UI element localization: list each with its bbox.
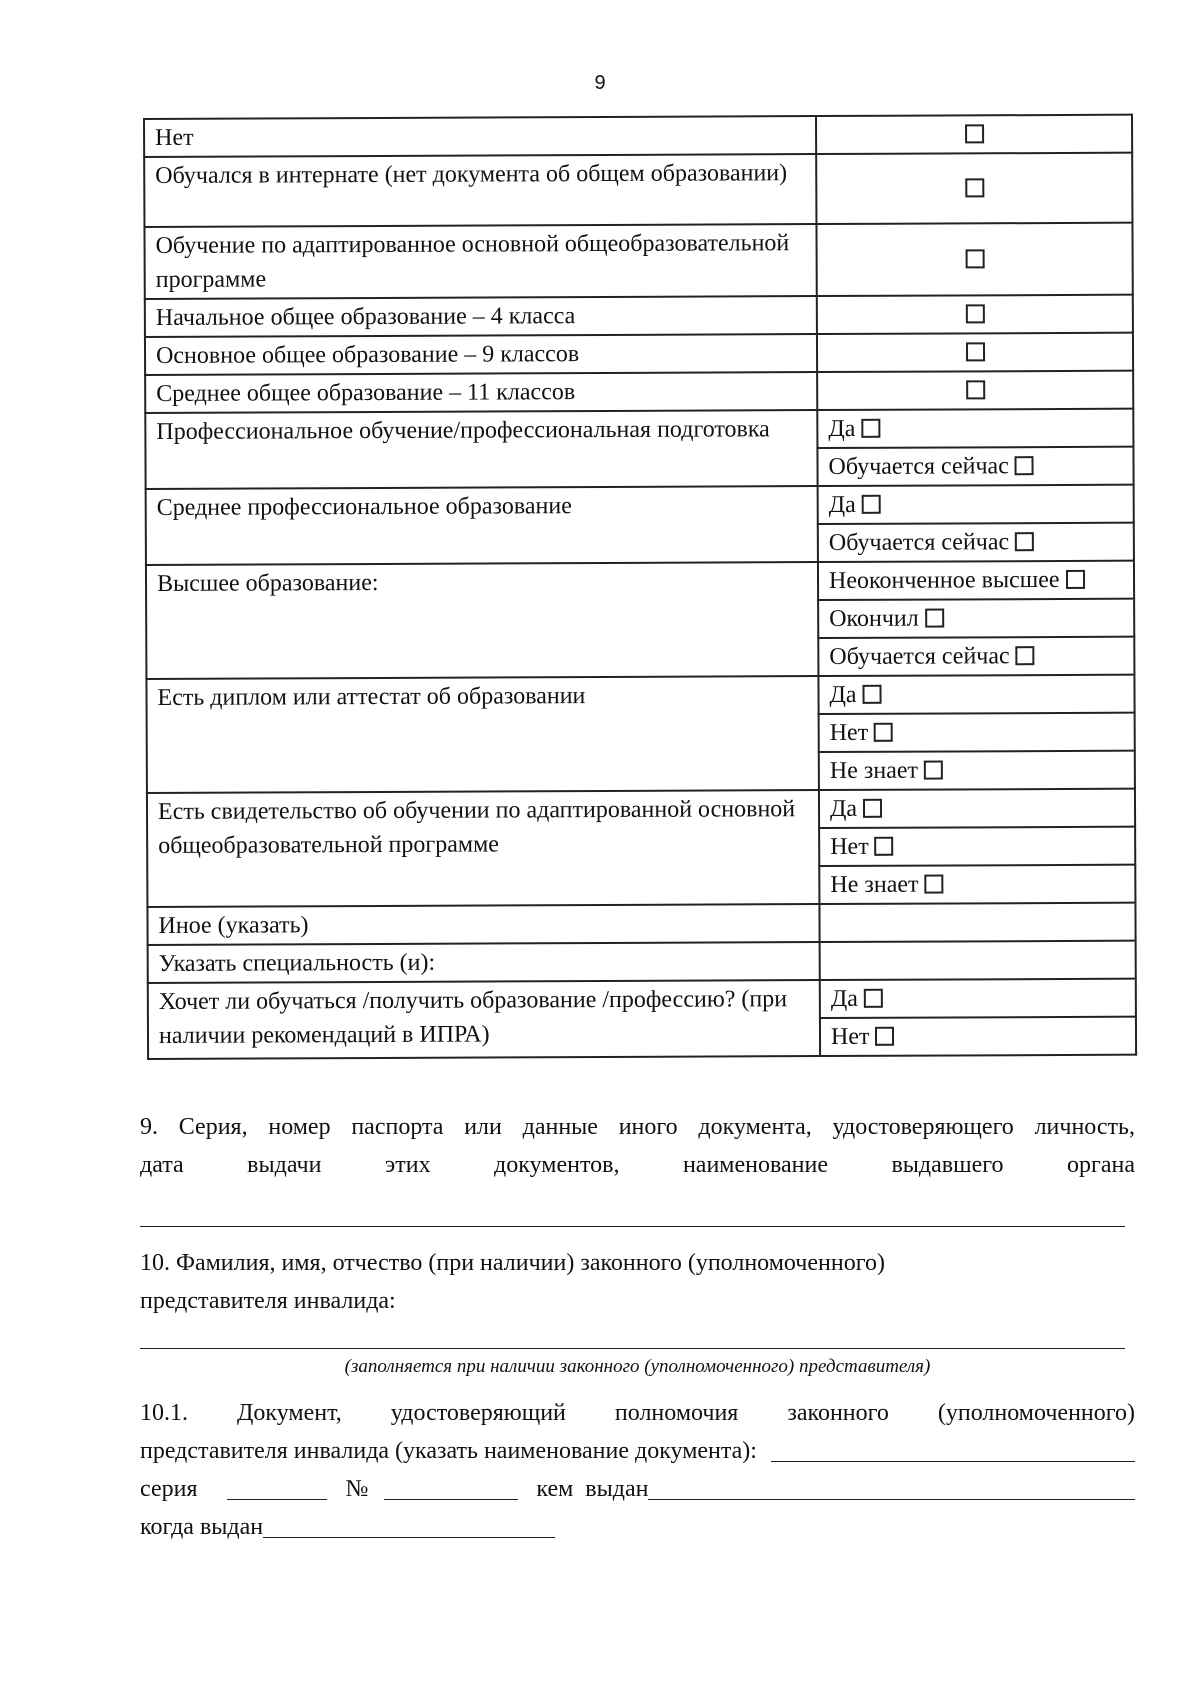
issued-by-field[interactable] xyxy=(648,1473,1135,1500)
issued-when-field[interactable] xyxy=(263,1511,555,1538)
input-cell[interactable] xyxy=(819,903,1135,942)
checkbox[interactable] xyxy=(965,250,984,269)
series-label: серия xyxy=(140,1476,198,1502)
table-row xyxy=(146,485,1134,527)
checkbox[interactable] xyxy=(1015,457,1034,476)
checkbox-cell xyxy=(817,371,1133,410)
checkbox-cell xyxy=(817,295,1133,334)
table-row xyxy=(148,941,1136,983)
checkbox-cell xyxy=(816,153,1132,224)
option-cell xyxy=(819,751,1135,790)
option-cell xyxy=(820,1017,1136,1056)
table-row xyxy=(145,333,1133,375)
checkbox[interactable] xyxy=(1016,647,1035,666)
checkbox-cell xyxy=(816,115,1132,154)
option-label: Неоконченное высшее xyxy=(828,567,1060,595)
checkbox[interactable] xyxy=(875,1027,894,1046)
table-row xyxy=(147,903,1135,945)
table-row xyxy=(148,979,1136,1021)
option-label: Не знает xyxy=(829,757,919,785)
table-row xyxy=(145,371,1133,413)
checkbox[interactable] xyxy=(874,723,893,742)
section-9-line-2: дата выдачи этих документов, наименование выдавшего органа xyxy=(140,1152,1135,1178)
row-label: Есть свидетельство об обучении по адаптированной основной общеобразовательной программе xyxy=(147,790,819,907)
option-cell xyxy=(818,637,1134,676)
section-10-line-1: 10. Фамилия, имя, отчество (при наличии) законного (уполномоченного) xyxy=(140,1250,885,1276)
section-9-line-1: 9. Серия, номер паспорта или данные иного документа, удостоверяющего личность, xyxy=(140,1114,1135,1140)
row-label: Обучение по адаптированное основной общеобразовательной программе xyxy=(144,224,816,299)
issued-by-label: кем выдан xyxy=(536,1476,649,1502)
section-10-note: (заполняется при наличии законного (уполномоченного) представителя) xyxy=(344,1356,931,1377)
table-row xyxy=(146,561,1134,603)
checkbox-cell xyxy=(817,333,1133,372)
option-cell xyxy=(818,485,1134,524)
option-cell xyxy=(818,523,1134,562)
section-10-1-line-2: представителя инвалида (указать наименование документа): xyxy=(140,1438,757,1464)
row-label: Высшее образование: xyxy=(146,562,818,679)
option-label: Обучается сейчас xyxy=(828,453,1009,481)
table-row xyxy=(144,223,1132,299)
section-10-line-2: представителя инвалида: xyxy=(140,1288,396,1314)
section-10-answer-line[interactable] xyxy=(140,1348,1125,1349)
option-label: Да xyxy=(829,795,858,823)
option-label: Нет xyxy=(830,833,869,861)
checkbox-cell xyxy=(816,223,1132,296)
option-label: Да xyxy=(829,681,857,709)
section-9 xyxy=(140,1108,1135,1184)
option-cell xyxy=(819,865,1135,904)
row-label: Среднее общее образование – 11 классов xyxy=(145,372,817,413)
option-cell xyxy=(817,447,1133,486)
education-table xyxy=(143,114,1137,1060)
checkbox[interactable] xyxy=(864,989,883,1008)
option-cell xyxy=(818,599,1134,638)
table-row xyxy=(146,675,1134,717)
document-name-field[interactable] xyxy=(771,1435,1135,1462)
option-label: Нет xyxy=(829,719,869,747)
table-row xyxy=(145,409,1133,451)
section-10 xyxy=(140,1244,1135,1320)
option-label: Обучается сейчас xyxy=(829,643,1010,671)
checkbox[interactable] xyxy=(965,125,984,144)
section-9-answer-line[interactable] xyxy=(140,1226,1125,1227)
option-cell xyxy=(818,561,1134,600)
option-cell xyxy=(819,789,1135,828)
option-cell xyxy=(820,979,1136,1018)
checkbox[interactable] xyxy=(863,799,882,818)
issued-when-label: когда выдан xyxy=(140,1514,264,1540)
checkbox[interactable] xyxy=(875,837,894,856)
option-label: Да xyxy=(828,491,856,519)
checkbox[interactable] xyxy=(924,761,943,780)
page-number: 9 xyxy=(594,72,606,94)
checkbox[interactable] xyxy=(925,609,944,628)
checkbox[interactable] xyxy=(966,381,985,400)
checkbox[interactable] xyxy=(862,495,881,514)
row-label: Основное общее образование – 9 классов xyxy=(145,334,817,375)
table-row xyxy=(144,115,1132,157)
checkbox[interactable] xyxy=(863,685,882,704)
option-cell xyxy=(818,675,1134,714)
option-label: Да xyxy=(830,985,858,1013)
table-row xyxy=(147,789,1135,831)
option-cell xyxy=(819,713,1135,752)
checkbox[interactable] xyxy=(861,419,880,438)
option-label: Не знает xyxy=(830,871,919,899)
checkbox[interactable] xyxy=(1066,570,1085,589)
number-label: № xyxy=(345,1476,369,1502)
number-field[interactable] xyxy=(384,1473,518,1500)
table-row xyxy=(144,153,1132,227)
row-label: Есть диплом или аттестат об образовании xyxy=(146,676,818,793)
row-label: Указать специальность (и): xyxy=(148,942,820,983)
option-label: Окончил xyxy=(829,605,919,633)
row-label: Иное (указать) xyxy=(147,904,819,945)
option-label: Обучается сейчас xyxy=(828,529,1010,557)
option-label: Нет xyxy=(830,1023,870,1051)
table-row xyxy=(145,295,1133,337)
checkbox[interactable] xyxy=(965,179,984,198)
option-cell xyxy=(817,409,1133,448)
series-field[interactable] xyxy=(227,1473,327,1500)
checkbox[interactable] xyxy=(924,875,943,894)
option-label: Да xyxy=(828,415,856,443)
row-label: Среднее профессиональное образование xyxy=(146,486,818,565)
checkbox[interactable] xyxy=(1015,533,1034,552)
section-10-1 xyxy=(140,1394,1135,1546)
checkbox[interactable] xyxy=(965,305,984,324)
row-label: Нет xyxy=(144,116,816,157)
row-label: Хочет ли обучаться /получить образование /профессию? (при наличии рекомендаций в ИПРА) xyxy=(148,980,820,1059)
row-label: Начальное общее образование – 4 класса xyxy=(145,296,817,337)
row-label: Профессиональное обучение/профессиональная подготовка xyxy=(145,410,817,489)
row-label: Обучался в интернате (нет документа об общем образовании) xyxy=(144,154,816,227)
checkbox[interactable] xyxy=(965,343,984,362)
option-cell xyxy=(819,827,1135,866)
section-10-1-line-1: 10.1. Документ, удостоверяющий полномочия законного (уполномоченного) xyxy=(140,1400,1135,1426)
input-cell[interactable] xyxy=(820,941,1136,980)
